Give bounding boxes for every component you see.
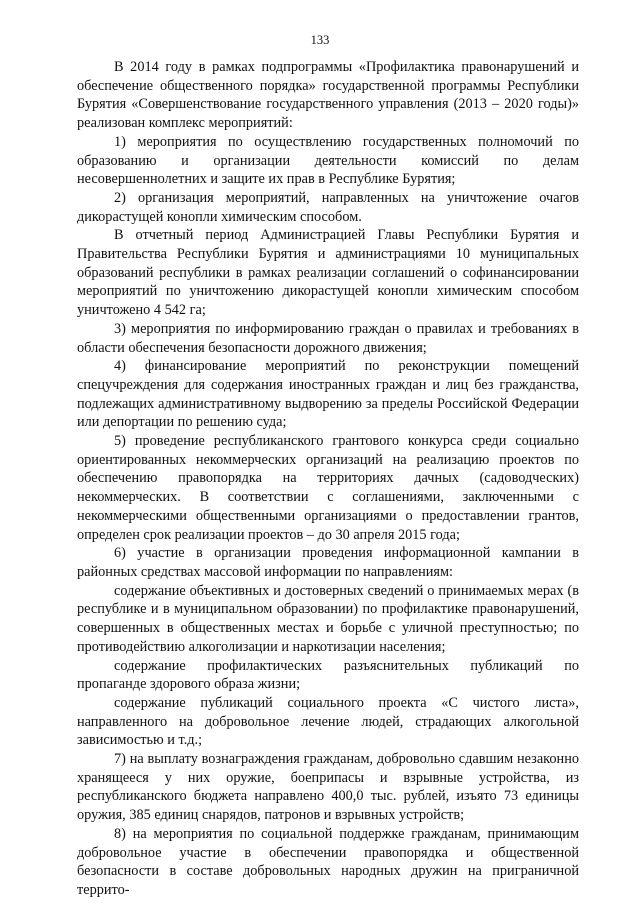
paragraph-item-6: 6) участие в организации проведения информационной кампании в районных средствах массовой информации по направлениям: xyxy=(77,545,579,580)
paragraph-item-2: 2) организация мероприятий, направленных на уничтожение очагов дикорастущей конопли химическим способом. xyxy=(77,189,579,225)
paragraph-item-3: 3) мероприятия по информированию граждан о правилах и требованиях в области обеспечения безопасности дорожного движения; xyxy=(77,320,579,356)
paragraph-item-6-direction-3: содержание публикаций социального проекта «С чистого листа», направленного на добровольное лечение людей, страдающих алкогольной зависимостью и т.д.; xyxy=(77,694,579,749)
paragraph-item-7: 7) на выплату вознаграждения гражданам, добровольно сдавшим незаконно хранящееся у них оружие, боеприпасы и взрывные устройства, из республиканского бюджета направлено 400,0 тыс. рублей, изъято 73 единицы оружия, 385 единиц снарядов, патронов и взрывных устройств; xyxy=(77,751,579,824)
paragraph-item-6-direction-2: содержание профилактических разъяснительных публикаций по пропаганде здорового образа жизни; xyxy=(77,657,579,693)
paragraph-intro: В 2014 году в рамках подпрограммы «Профилактика правонарушений и обеспечение общественного порядка» государственной программы Республики Бурятия «Совершенствование государственного управления (2013 – 2020 годы)» реализован комплекс мероприятий: xyxy=(77,59,579,132)
paragraph-item-5: 5) проведение республиканского грантового конкурса среди социально ориентированных некоммерческих организаций на реализацию проектов по обеспечению правопорядка на территориях дачных (садоводческих) некоммерческих. В соответствии с соглашениями, заключенными с некоммерческими общественными организациями о предоставлении грантов, определен срок реализации проектов – до 30 апреля 2015 года; xyxy=(77,433,579,543)
paragraph-item-4: 4) финансирование мероприятий по реконструкции помещений спецучреждения для содержания иностранных граждан и лиц без гражданства, подлежащих административному выдворению за пределы Российской Федерации или депортации по решению суда; xyxy=(77,358,579,431)
paragraph-item-1: 1) мероприятия по осуществлению государственных полномочий по образованию и организации деятельности комиссий по делам несовершеннолетних и защите их прав в Республике Бурятия; xyxy=(77,133,579,188)
paragraph-item-8: 8) на мероприятия по социальной поддержке гражданам, принимающим добровольное участие в обеспечении правопорядка и общественной безопасности в составе добровольных народных дружин на приграничной террито- xyxy=(77,825,579,898)
page-number: 133 xyxy=(310,33,330,47)
paragraph-item-2-detail: В отчетный период Администрацией Главы Республики Бурятия и Правительства Республики Бурятия и администрациями 10 муниципальных образований республики в рамках реализации соглашений о софинансировании мероприятий по уничтожению дикорастущей конопли химическим способом уничтожено 4 542 га; xyxy=(77,227,579,319)
document-body xyxy=(77,58,579,900)
paragraph-item-6-direction-1: содержание объективных и достоверных сведений о принимаемых мерах (в республике и в муниципальном образовании) по профилактике правонарушений, совершенных в общественных местах и борьбе с уличной преступностью; по противодействию алкоголизации и наркотизации населения; xyxy=(77,582,579,655)
